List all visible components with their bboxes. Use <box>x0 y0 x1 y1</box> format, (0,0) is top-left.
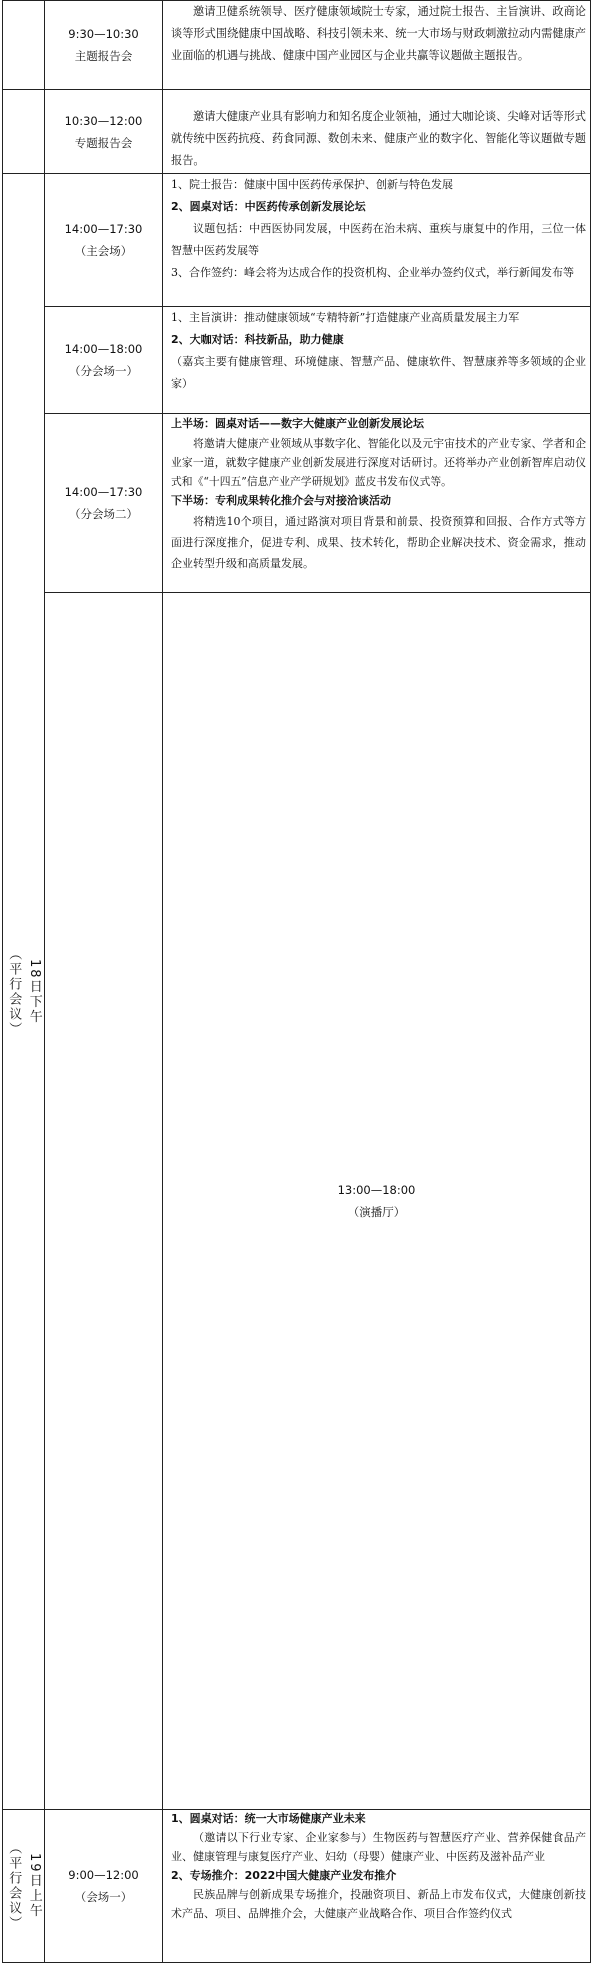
content-line: （邀请以下行业专家、企业家参与）生物医药与智慧医疗产业、营养保健食品产业、健康管理与康复医疗产业、妇幼（母婴）健康产业、中医药及滋补品产业 <box>171 1831 586 1863</box>
day-label-line1: 18日下午 <box>26 958 42 1025</box>
day-label-wrap <box>3 947 44 1037</box>
content-paragraph: 邀请卫健系统领导、医疗健康领域院士专家，通过院士报告、主旨演讲、政商论谈等形式围绕健康中国战略、科技引领未来、统一大市场与财政刺激拉动内需健康产业面临的机遇与挑战、健康中国产业园区与企业共赢等议题做主题报告。 <box>171 5 586 62</box>
session-time: 10:30—12:00 <box>64 113 143 128</box>
content-line: （嘉宾主要有健康管理、环境健康、智慧产品、健康软件、智慧康养等多领域的企业家） <box>171 355 586 390</box>
session-time: 9:00—12:00 <box>68 1868 139 1882</box>
day-cell-empty <box>3 90 45 174</box>
session-time: 9:30—10:30 <box>68 27 139 41</box>
session-cell <box>163 593 591 1810</box>
session-name: （主会场） <box>74 244 133 258</box>
day-label-line2: （平行会议） <box>6 1841 22 1931</box>
session-name: 主题报告会 <box>74 49 133 63</box>
session-content <box>163 1 591 90</box>
session-time: 14:00—17:30 <box>64 222 143 236</box>
session-cell <box>45 1 163 90</box>
table-row <box>3 414 591 593</box>
content-line: 2、专场推介：2022中国大健康产业发布推介 <box>171 1869 397 1882</box>
content-paragraph: 邀请大健康产业具有影响力和知名度企业领袖，通过大咖论谈、尖峰对话等形式就传统中医药抗疫、药食同源、数创未来、健康产业的数字化、智能化等议题做专题报告。 <box>171 110 586 167</box>
content-line: 下半场：专利成果转化推介会与对接洽谈活动 <box>171 494 391 507</box>
content-line: 2、圆桌对话：中医药传承创新发展论坛 <box>171 200 366 213</box>
session-name: （分会场一） <box>69 364 138 378</box>
day-label-wrap <box>3 1841 44 1931</box>
content-line: 将精选10个项目，通过路演对项目背景和前景、投资预算和回报、合作方式等方面进行深度推介，促进专利、成果、技术转化，帮助企业解决技术、资金需求，推动企业转型升级和高质量发展。 <box>171 515 586 570</box>
session-name: （会场一） <box>74 1890 133 1904</box>
table-row <box>3 174 591 307</box>
schedule-table <box>2 0 591 1963</box>
table-row <box>3 90 591 174</box>
session-time: 14:00—17:30 <box>64 485 143 499</box>
content-line: 议题包括：中西医协同发展，中医药在治未病、重疾与康复中的作用，三位一体智慧中医药发展等 <box>171 222 586 257</box>
session-content <box>163 174 591 307</box>
content-line: 民族品牌与创新成果专场推介，投融资项目、新品上市发布仪式，大健康创新技术产品、项目、品牌推介会，大健康产业战略合作、项目合作签约仪式 <box>171 1888 586 1920</box>
day-label-line2: （平行会议） <box>6 946 22 1037</box>
day-label-line1: 19日上午 <box>26 1853 42 1919</box>
content-line: 1、主旨演讲：推动健康领域“专精特新”打造健康产业高质量发展主力军 <box>171 311 520 324</box>
table-row <box>3 1810 591 1963</box>
session-cell <box>45 307 163 414</box>
day-cell-empty <box>45 593 163 1810</box>
session-name: 专题报告会 <box>74 135 133 150</box>
session-content <box>163 414 591 593</box>
table-row <box>3 307 591 414</box>
session-cell <box>45 90 163 174</box>
session-name: （演播厅） <box>347 1205 406 1219</box>
table-row <box>3 593 591 1810</box>
session-cell <box>45 414 163 593</box>
session-content <box>163 307 591 414</box>
day-label-19-morning <box>3 1810 45 1963</box>
day-label-18-afternoon <box>3 174 45 1810</box>
content-line: 1、圆桌对话：统一大市场健康产业未来 <box>171 1812 366 1825</box>
content-line: 2、大咖对话：科技新品，助力健康 <box>171 333 344 346</box>
content-line: 上半场：圆桌对话——数字大健康产业创新发展论坛 <box>171 417 424 430</box>
session-name: （分会场二） <box>69 507 138 521</box>
session-cell <box>45 174 163 307</box>
content-line: 1、院士报告：健康中国中医药传承保护、创新与特色发展 <box>171 178 453 191</box>
session-content <box>163 90 591 174</box>
session-content <box>163 1810 591 1963</box>
table-row <box>3 1 591 90</box>
session-time: 13:00—18:00 <box>337 1183 416 1197</box>
session-cell <box>45 1810 163 1963</box>
day-cell-empty <box>3 1 45 90</box>
session-time: 14:00—18:00 <box>64 342 143 356</box>
content-line: 3、合作签约：峰会将为达成合作的投资机构、企业举办签约仪式，举行新闻发布等 <box>171 266 574 279</box>
content-line: 将邀请大健康产业领域从事数字化、智能化以及元宇宙技术的产业专家、学者和企业家一道，就数字健康产业创新发展进行深度对话研讨。还将举办产业创新智库启动仪式和《“十四五”信息产业产学研规划》蓝皮书发布仪式等。 <box>171 437 586 488</box>
